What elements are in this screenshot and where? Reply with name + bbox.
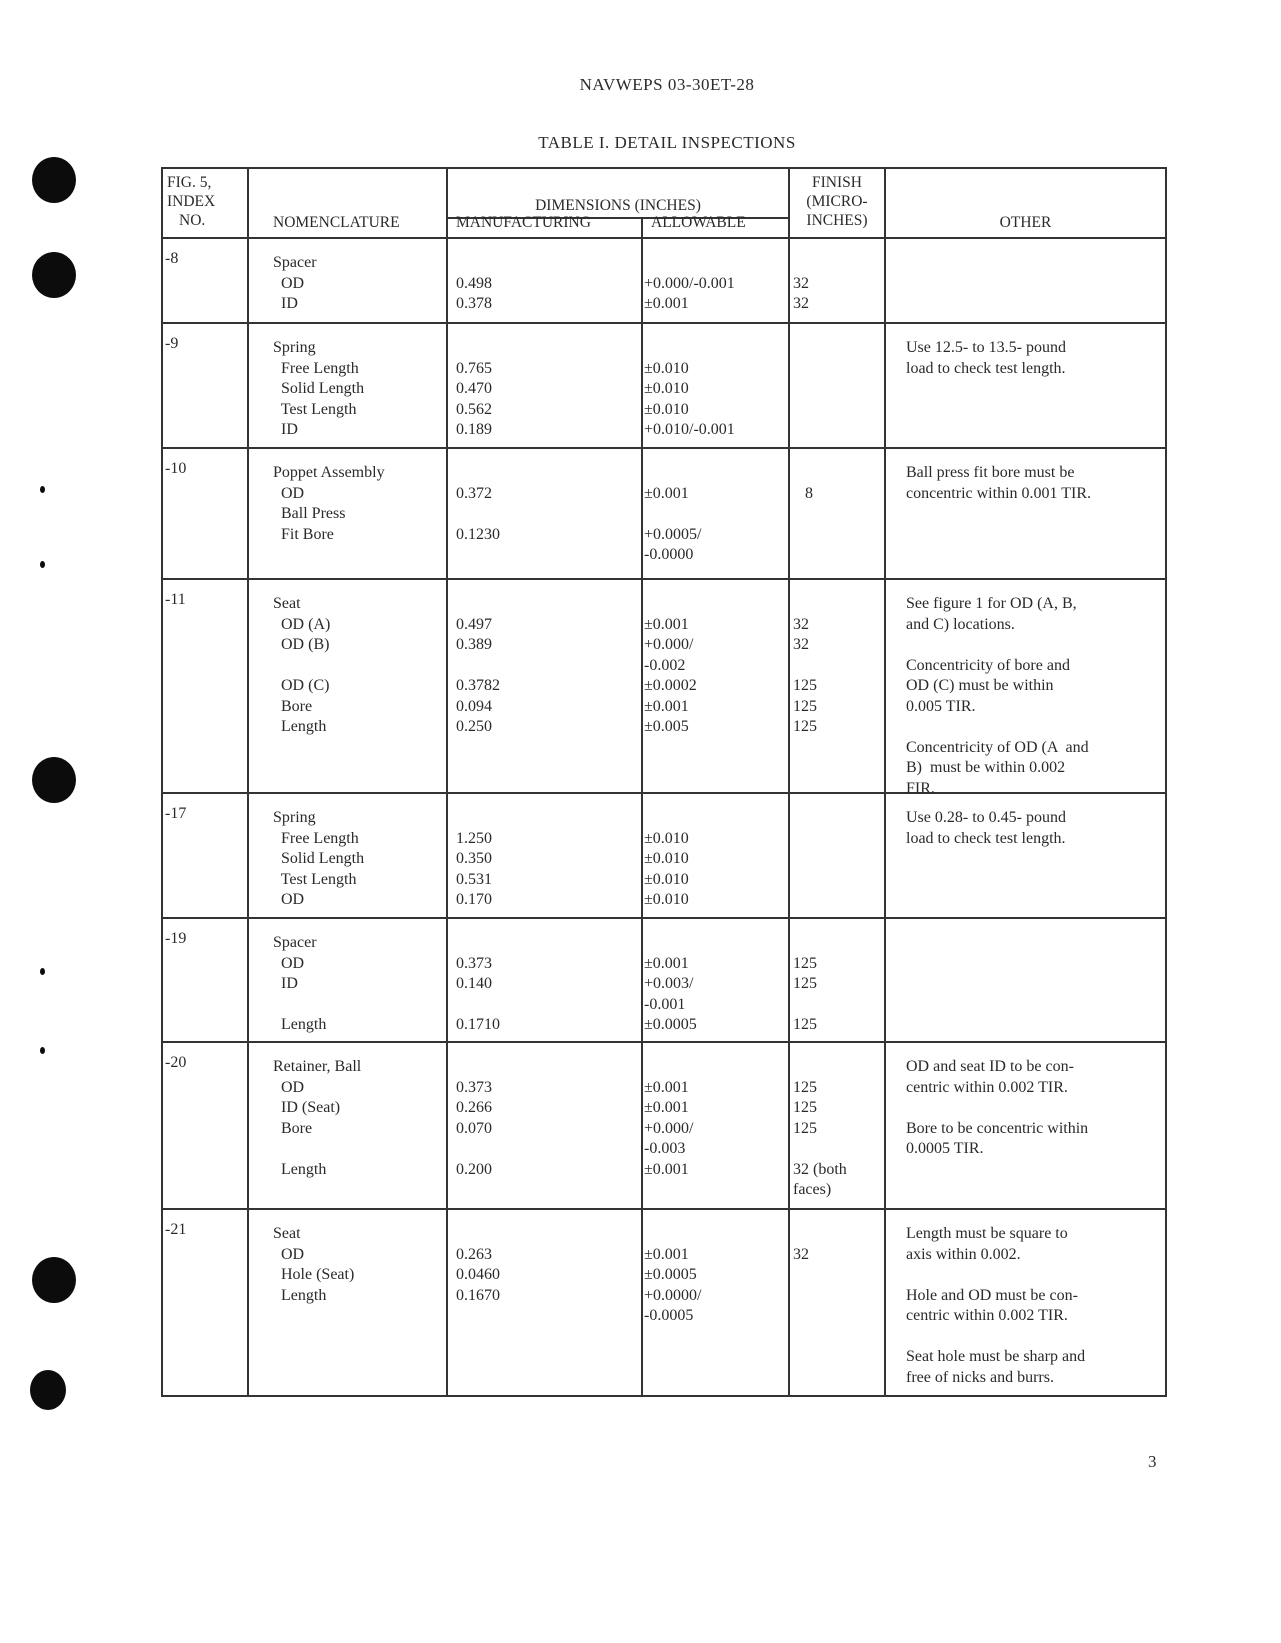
manufacturing-line [456, 1139, 636, 1160]
allowable-line: ±0.010 [644, 359, 689, 377]
table-row [163, 239, 1165, 324]
page-number: 3 [1148, 1452, 1157, 1471]
allowable-line [644, 253, 784, 274]
nomenclature-line: OD [273, 274, 305, 292]
index-line: -10 [165, 460, 187, 477]
manufacturing-line: 0.378 [456, 295, 492, 312]
other-line: 0.005 TIR. [906, 697, 976, 715]
manufacturing-line: 0.350 [456, 850, 492, 867]
manufacturing-line: 0.266 [456, 1099, 492, 1116]
allowable-line [644, 1057, 784, 1078]
finish-line: 125 [793, 975, 817, 992]
cell-manufacturing [456, 1043, 636, 1208]
cell-index [165, 449, 245, 578]
manufacturing-line: 0.562 [456, 400, 492, 418]
manufacturing-line [456, 253, 636, 274]
nomenclature-line: ID [273, 975, 298, 992]
cell-finish [793, 239, 883, 322]
cell-other [906, 239, 1165, 322]
allowable-line: +0.000/-0.001 [644, 274, 735, 292]
cell-allowable [644, 449, 784, 578]
cell-nomenclature [273, 1043, 443, 1208]
nomenclature-line: Seat [273, 595, 301, 612]
allowable-line: ±0.0002 [644, 677, 697, 694]
manufacturing-line [456, 933, 636, 954]
finish-line: 32 [793, 615, 809, 633]
finish-line [793, 1057, 883, 1078]
cell-other [906, 794, 1165, 917]
allowable-line [644, 338, 784, 359]
nomenclature-line: Free Length [273, 829, 359, 847]
cell-allowable [644, 1210, 784, 1395]
other-line [906, 1098, 1165, 1119]
index-line: -19 [165, 930, 187, 947]
allowable-line: +0.010/-0.001 [644, 421, 735, 438]
nomenclature-line: Retainer, Ball [273, 1058, 362, 1075]
other-line: OD and seat ID to be con- [906, 1058, 1074, 1075]
table-body [163, 239, 1165, 1395]
cell-other [906, 324, 1165, 447]
finish-line: 32 [793, 636, 809, 653]
other-line [906, 717, 1165, 738]
speck [40, 968, 45, 975]
manufacturing-line: 0.200 [456, 1160, 492, 1178]
manufacturing-line: 0.0460 [456, 1266, 500, 1283]
allowable-line: ±0.010 [644, 829, 689, 847]
allowable-line [644, 933, 784, 954]
manufacturing-line [456, 338, 636, 359]
cell-other [906, 580, 1165, 797]
allowable-line: ±0.001 [644, 697, 689, 715]
nomenclature-line: OD [273, 891, 305, 908]
nomenclature-line: Hole (Seat) [273, 1266, 355, 1283]
table-row [163, 794, 1165, 919]
manufacturing-line [456, 1224, 636, 1245]
nomenclature-line: Spacer [273, 254, 317, 271]
other-line: Bore to be concentric within [906, 1119, 1089, 1137]
allowable-line: ±0.001 [644, 1078, 689, 1096]
col-dimensions-header: DIMENSIONS (INCHES) [535, 197, 701, 214]
index-line: -21 [165, 1221, 187, 1238]
nomenclature-line: OD (B) [273, 636, 330, 653]
manufacturing-line: 0.373 [456, 1078, 492, 1096]
cell-index [165, 1043, 245, 1208]
other-line: centric within 0.002 TIR. [906, 1078, 1068, 1096]
manufacturing-line [456, 995, 636, 1016]
allowable-line: ±0.005 [644, 718, 689, 735]
cell-other [906, 919, 1165, 1041]
manufacturing-line: 0.263 [456, 1245, 492, 1263]
finish-line [793, 933, 883, 954]
manufacturing-line: 0.765 [456, 359, 492, 377]
allowable-line: ±0.010 [644, 380, 689, 397]
allowable-line: ±0.001 [644, 615, 689, 633]
other-line: free of nicks and burrs. [906, 1368, 1054, 1386]
other-line: Use 0.28- to 0.45- pound [906, 809, 1066, 826]
punch-hole [32, 1257, 76, 1303]
other-line: concentric within 0.001 TIR. [906, 484, 1091, 502]
finish-line: 125 [793, 1016, 817, 1033]
cell-index [165, 1210, 245, 1395]
finish-line [793, 253, 883, 274]
allowable-line: +0.000/ [644, 636, 694, 653]
manufacturing-line: 0.1710 [456, 1016, 500, 1033]
index-line: -11 [165, 591, 186, 608]
table-row [163, 580, 1165, 797]
nomenclature-line: ID [273, 421, 298, 438]
cell-finish [793, 580, 883, 792]
manufacturing-line: 0.1230 [456, 525, 500, 543]
table-row [163, 1043, 1165, 1210]
nomenclature-line: Free Length [273, 359, 359, 377]
nomenclature-line: Length [273, 1016, 327, 1033]
nomenclature-line [273, 1139, 443, 1160]
cell-finish [793, 324, 883, 447]
nomenclature-line: Poppet Assembly [273, 464, 385, 481]
cell-nomenclature [273, 580, 443, 792]
manufacturing-line: 0.189 [456, 421, 492, 438]
other-line: See figure 1 for OD (A, B, [906, 595, 1077, 612]
other-line [906, 635, 1165, 656]
other-line: axis within 0.002. [906, 1245, 1021, 1263]
punch-hole [32, 252, 76, 298]
punch-hole [32, 157, 76, 203]
nomenclature-line: OD (A) [273, 615, 331, 633]
finish-line [793, 1224, 883, 1245]
allowable-line: +0.003/ [644, 975, 694, 992]
allowable-line [644, 504, 784, 525]
nomenclature-line: ID [273, 295, 298, 312]
table-row [163, 919, 1165, 1043]
col-manufacturing-header: MANUFACTURING [456, 214, 591, 231]
cell-finish [793, 794, 883, 917]
col-index-header: FIG. 5, INDEX NO. [167, 174, 216, 229]
cell-allowable [644, 919, 784, 1041]
allowable-line [644, 1224, 784, 1245]
finish-line: 125 [793, 954, 817, 972]
nomenclature-line: Bore [273, 1119, 313, 1137]
manufacturing-line: 0.373 [456, 954, 492, 972]
nomenclature-line: Spring [273, 339, 316, 356]
manufacturing-line [456, 463, 636, 484]
nomenclature-line: Seat [273, 1225, 301, 1242]
cell-manufacturing [456, 239, 636, 322]
cell-manufacturing [456, 324, 636, 447]
nomenclature-line: Length [273, 1286, 327, 1304]
other-line: Concentricity of bore and [906, 656, 1070, 674]
finish-line [793, 656, 883, 677]
finish-line [793, 463, 883, 484]
nomenclature-line: Bore [273, 697, 313, 715]
cell-nomenclature [273, 1210, 443, 1395]
cell-index [165, 239, 245, 322]
finish-line [793, 995, 883, 1016]
finish-line: 125 [793, 1119, 817, 1137]
allowable-line: +0.0005/ [644, 525, 702, 543]
manufacturing-line: 0.094 [456, 697, 492, 715]
finish-line: 125 [793, 697, 817, 715]
finish-line: 32 [793, 1245, 809, 1263]
cell-index [165, 919, 245, 1041]
nomenclature-line [273, 656, 443, 677]
nomenclature-line: Spring [273, 809, 316, 826]
allowable-line: -0.001 [644, 995, 686, 1013]
allowable-line: ±0.010 [644, 400, 689, 418]
other-line [906, 1265, 1165, 1286]
cell-manufacturing [456, 1210, 636, 1395]
allowable-line: ±0.001 [644, 1160, 689, 1178]
allowable-line [644, 594, 784, 615]
other-line: load to check test length. [906, 359, 1066, 377]
table-title: TABLE I. DETAIL INSPECTIONS [538, 133, 796, 152]
allowable-line: ±0.0005 [644, 1016, 697, 1033]
other-line: Seat hole must be sharp and [906, 1348, 1086, 1365]
allowable-line [644, 463, 784, 484]
cell-allowable [644, 1043, 784, 1208]
other-line: B) must be within 0.002 [906, 759, 1066, 776]
cell-finish [793, 449, 883, 578]
other-line [906, 1327, 1165, 1348]
allowable-line: -0.0005 [644, 1307, 694, 1324]
other-line: OD (C) must be within [906, 677, 1054, 694]
index-line: -20 [165, 1054, 187, 1071]
allowable-line [644, 808, 784, 829]
finish-line: faces) [793, 1181, 832, 1198]
cell-finish [793, 919, 883, 1041]
finish-line: 125 [793, 1099, 817, 1116]
manufacturing-line [456, 594, 636, 615]
nomenclature-line: Length [273, 718, 327, 735]
other-line: Use 12.5- to 13.5- pound [906, 339, 1066, 356]
nomenclature-line: OD [273, 954, 305, 972]
allowable-line: ±0.001 [644, 1245, 689, 1263]
nomenclature-line: Solid Length [273, 380, 365, 397]
index-line: -8 [165, 250, 179, 267]
finish-line: 125 [793, 718, 817, 735]
other-line: Length must be square to [906, 1225, 1068, 1242]
finish-line: 8 [793, 484, 813, 502]
cell-other [906, 449, 1165, 578]
punch-hole [32, 757, 76, 803]
other-line: Ball press fit bore must be [906, 464, 1075, 481]
nomenclature-line: OD (C) [273, 677, 330, 694]
finish-line [793, 594, 883, 615]
cell-manufacturing [456, 794, 636, 917]
nomenclature-line: Fit Bore [273, 525, 334, 543]
manufacturing-line: 0.170 [456, 891, 492, 908]
nomenclature-line: Test Length [273, 400, 357, 418]
manufacturing-line [456, 504, 636, 525]
allowable-line: -0.003 [644, 1140, 686, 1157]
finish-line [793, 1139, 883, 1160]
manufacturing-line: 0.531 [456, 870, 492, 888]
cell-nomenclature [273, 324, 443, 447]
cell-manufacturing [456, 919, 636, 1041]
cell-nomenclature [273, 919, 443, 1041]
manufacturing-line: 0.070 [456, 1119, 492, 1137]
col-allowable-header: ALLOWABLE [651, 214, 746, 231]
other-line: centric within 0.002 TIR. [906, 1307, 1068, 1324]
manufacturing-line: 0.3782 [456, 677, 500, 694]
cell-allowable [644, 324, 784, 447]
allowable-line: ±0.0005 [644, 1266, 697, 1283]
finish-line: 32 [793, 295, 809, 312]
index-line: -9 [165, 335, 179, 352]
manufacturing-line [456, 656, 636, 677]
finish-line: 125 [793, 1078, 817, 1096]
cell-finish [793, 1043, 883, 1208]
manufacturing-line: 1.250 [456, 829, 492, 847]
col-other-header: OTHER [999, 214, 1052, 231]
index-line: -17 [165, 805, 187, 822]
other-line: 0.0005 TIR. [906, 1140, 984, 1157]
manufacturing-line: 0.372 [456, 484, 492, 502]
cell-nomenclature [273, 794, 443, 917]
finish-line: 32 [793, 274, 809, 292]
finish-line: 125 [793, 677, 817, 694]
punch-hole [30, 1370, 66, 1410]
cell-allowable [644, 239, 784, 322]
nomenclature-line: Solid Length [273, 850, 365, 867]
other-line: load to check test length. [906, 829, 1066, 847]
finish-line: 32 (both [793, 1160, 847, 1178]
table-row [163, 449, 1165, 580]
table-row [163, 324, 1165, 449]
cell-index [165, 580, 245, 792]
cell-index [165, 794, 245, 917]
manufacturing-line: 0.470 [456, 380, 492, 397]
detail-inspections-table [161, 167, 1167, 1397]
manufacturing-line: 0.140 [456, 975, 492, 992]
cell-nomenclature [273, 239, 443, 322]
other-line: Concentricity of OD (A and [906, 738, 1089, 756]
nomenclature-line [273, 995, 443, 1016]
cell-other [906, 1210, 1165, 1395]
col-nomenclature-header: NOMENCLATURE [273, 214, 400, 231]
nomenclature-line: OD [273, 484, 305, 502]
cell-other [906, 1043, 1165, 1208]
allowable-line: ±0.010 [644, 891, 689, 908]
cell-allowable [644, 794, 784, 917]
nomenclature-line: Test Length [273, 870, 357, 888]
allowable-line: +0.000/ [644, 1119, 694, 1137]
other-line: and C) locations. [906, 615, 1015, 633]
nomenclature-line: ID (Seat) [273, 1099, 341, 1116]
table-row [163, 1210, 1165, 1395]
speck [40, 1047, 45, 1054]
allowable-line: ±0.010 [644, 850, 689, 867]
cell-index [165, 324, 245, 447]
nomenclature-line: Spacer [273, 934, 317, 951]
nomenclature-line: OD [273, 1245, 305, 1263]
nomenclature-line: Ball Press [273, 505, 346, 522]
manufacturing-line: 0.497 [456, 615, 492, 633]
allowable-line: -0.0000 [644, 546, 694, 563]
manufacturing-line: 0.498 [456, 274, 492, 292]
cell-manufacturing [456, 449, 636, 578]
allowable-line: ±0.001 [644, 295, 689, 312]
cell-manufacturing [456, 580, 636, 792]
table-header [163, 169, 1165, 239]
allowable-line: ±0.001 [644, 954, 689, 972]
nomenclature-line: Length [273, 1160, 327, 1178]
allowable-line: ±0.001 [644, 1099, 689, 1116]
cell-finish [793, 1210, 883, 1395]
manufacturing-line: 0.250 [456, 718, 492, 735]
cell-allowable [644, 580, 784, 792]
allowable-line: -0.002 [644, 656, 686, 674]
manufacturing-line: 0.1670 [456, 1286, 500, 1304]
allowable-line: +0.0000/ [644, 1286, 702, 1304]
other-line: FIR. [906, 779, 935, 797]
speck [40, 486, 45, 493]
manufacturing-line: 0.389 [456, 636, 492, 653]
cell-nomenclature [273, 449, 443, 578]
other-line: Hole and OD must be con- [906, 1286, 1078, 1304]
allowable-line: ±0.001 [644, 484, 689, 502]
manufacturing-line [456, 808, 636, 829]
speck [40, 561, 45, 568]
manufacturing-line [456, 1057, 636, 1078]
document-id: NAVWEPS 03-30ET-28 [579, 75, 755, 94]
col-finish-header: FINISH (MICRO- INCHES) [806, 174, 868, 229]
allowable-line: ±0.010 [644, 870, 689, 888]
nomenclature-line: OD [273, 1078, 305, 1096]
